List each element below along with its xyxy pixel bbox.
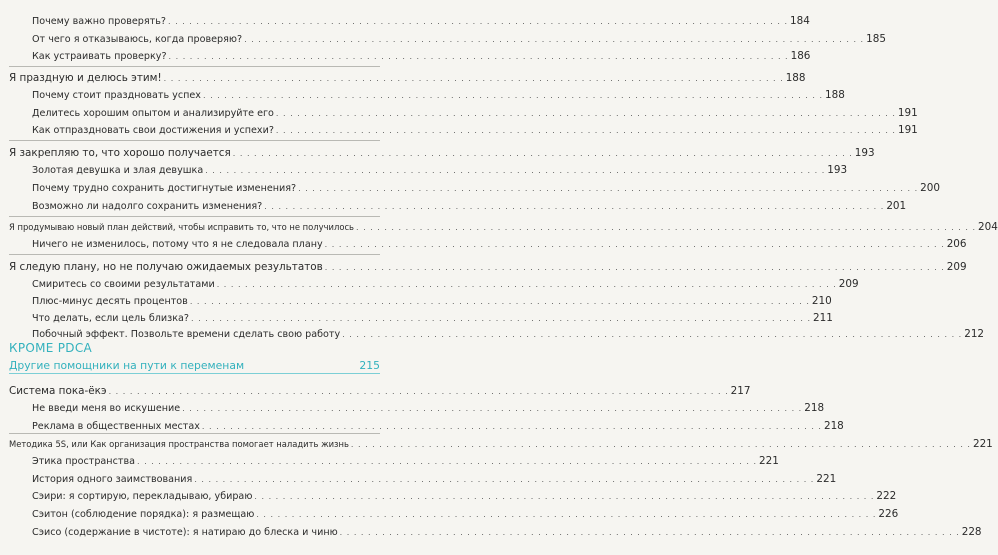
toc-entry-title: Как отпраздновать свои достижения и успехи?	[32, 125, 274, 136]
toc-leader: . . . . . . . . . . . . . . . . . . . . . . . . . . . . . . . . . . . . . . . . . . . . . . . . . . . . . . . . . . . . . . . . . . . . . . . . . . . . . . . . . . . . . . . .	[324, 263, 945, 272]
toc-leader: . . . . . . . . . . . . . . . . . . . . . . . . . . . . . . . . . . . . . . . . . . . . . . . . . . . . . . . . . . . . . . . . . . . . . . . . . . . . . . . . . . . . . . . .	[342, 330, 963, 339]
toc-entry	[32, 508, 899, 521]
toc-chapter-title: Я закрепляю то, что хорошо получается	[9, 147, 231, 159]
toc-leader: . . . . . . . . . . . . . . . . . . . . . . . . . . . . . . . . . . . . . . . . . . . . . . . . . . . . . . . . . . . . . . . . . . . . . . . . . . . . . . . . . . . . . . . .	[275, 126, 896, 135]
toc-leader: . . . . . . . . . . . . . . . . . . . . . . . . . . . . . . . . . . . . . . . . . . . . . . . . . . . . . . . . . . . . . . . . . . . . . . . . . . . . . . . . . . . . . . . .	[191, 314, 812, 323]
toc-entry-title: Сэитон (соблюдение порядка): я размещаю	[32, 509, 255, 520]
toc-entry	[32, 526, 982, 539]
toc-page-number: 211	[813, 312, 833, 324]
toc-leader: . . . . . . . . . . . . . . . . . . . . . . . . . . . . . . . . . . . . . . . . . . . . . . . . . . . . . . . . . . . . . . . . . . . . . . . . . . . . . . . . . . . . . . . .	[201, 422, 822, 431]
toc-leader: . . . . . . . . . . . . . . . . . . . . . . . . . . . . . . . . . . . . . . . . . . . . . . . . . . . . . . . . . . . . . . . . . . . . . . . . . . . . . . . . . . . . . . . .	[256, 510, 877, 519]
toc-page-number: 221	[759, 455, 779, 467]
toc-chapter-title: Я следую плану, но не получаю ожидаемых результатов	[9, 261, 323, 273]
toc-page-number: 212	[964, 328, 985, 340]
section-title: КРОМЕ PDCA	[9, 341, 93, 355]
toc-chapter	[9, 72, 806, 85]
toc-entry-title: Побочный эффект. Позвольте времени сделать свою работу	[32, 329, 341, 340]
toc-chapter	[9, 385, 751, 398]
toc-page-number: 210	[811, 295, 832, 307]
toc-entry	[32, 200, 907, 213]
toc-leader: . . . . . . . . . . . . . . . . . . . . . . . . . . . . . . . . . . . . . . . . . . . . . . . . . . . . . . . . . . . . . . . . . . . . . . . . . . . . . . . . . . . . . . . .	[163, 74, 784, 83]
toc-entry-title: Реклама в общественных местах	[32, 421, 200, 432]
toc-page-number: 221	[816, 473, 837, 485]
toc-page-number: 204	[978, 221, 998, 233]
toc-leader: . . . . . . . . . . . . . . . . . . . . . . . . . . . . . . . . . . . . . . . . . . . . . . . . . . . . . . . . . . . . . . . . . . . . . . . . . . . . . . . . . . . . . . . .	[324, 240, 945, 249]
toc-page-number: 185	[866, 33, 886, 45]
toc-leader: . . . . . . . . . . . . . . . . . . . . . . . . . . . . . . . . . . . . . . . . . . . . . . . . . . . . . . . . . . . . . . . . . . . . . . . . . . . . . . . . . . . . . . . .	[202, 91, 824, 100]
section-underline	[9, 373, 380, 374]
toc-entry	[32, 455, 779, 468]
toc-entry	[32, 473, 837, 486]
toc-entry-title: Сэисо (содержание в чистоте): я натираю до блеска и чиню	[32, 527, 338, 538]
toc-entry-title: Почему стоит праздновать успех	[32, 90, 201, 101]
toc-entry-title: Сэири: я сортирую, перекладываю, убираю	[32, 491, 253, 502]
toc-leader: . . . . . . . . . . . . . . . . . . . . . . . . . . . . . . . . . . . . . . . . . . . . . . . . . . . . . . . . . . . . . . . . . . . . . . . . . . . . . . . . . . . . . . . .	[298, 184, 919, 193]
toc-entry	[32, 124, 918, 137]
toc-leader: . . . . . . . . . . . . . . . . . . . . . . . . . . . . . . . . . . . . . . . . . . . . . . . . . . . . . . . . . . . . . . . . . . . . . . . . . . . . . . . . . . . . . . . .	[194, 475, 815, 484]
toc-leader: . . . . . . . . . . . . . . . . . . . . . . . . . . . . . . . . . . . . . . . . . . . . . . . . . . . . . . . . . . . . . . . . . . . . . . . . . . . . . . . . . . . . . . . .	[275, 109, 896, 118]
toc-leader: . . . . . . . . . . . . . . . . . . . . . . . . . . . . . . . . . . . . . . . . . . . . . . . . . . . . . . . . . . . . . . . . . . . . . . . . . . . . . . . . . . . . . . . .	[189, 297, 810, 306]
toc-leader: . . . . . . . . . . . . . . . . . . . . . . . . . . . . . . . . . . . . . . . . . . . . . . . . . . . . . . . . . . . . . . . . . . . . . . . . . . . . . . . . . . . . . . . .	[205, 166, 826, 175]
toc-page-number: 186	[790, 50, 811, 62]
toc-entry-title: Как устраивать проверку?	[32, 51, 167, 62]
toc-entry-title: Делитесь хорошим опытом и анализируйте его	[32, 108, 274, 119]
toc-entry-title: От чего я отказываюсь, когда проверяю?	[32, 34, 243, 45]
toc-entry	[32, 312, 833, 325]
toc-entry	[32, 107, 918, 120]
toc-leader: . . . . . . . . . . . . . . . . . . . . . . . . . . . . . . . . . . . . . . . . . . . . . . . . . . . . . . . . . . . . . . . . . . . . . . . . . . . . . . . . . . . . . . . .	[216, 280, 837, 289]
toc-leader: . . . . . . . . . . . . . . . . . . . . . . . . . . . . . . . . . . . . . . . . . . . . . . . . . . . . . . . . . . . . . . . . . . . . . . . . . . . . . . . . . . . . . . . .	[356, 223, 977, 232]
section-divider	[9, 140, 380, 141]
toc-page-number: 193	[827, 164, 848, 176]
toc-entry	[32, 89, 845, 102]
toc-chapter	[9, 147, 875, 160]
toc-leader: . . . . . . . . . . . . . . . . . . . . . . . . . . . . . . . . . . . . . . . . . . . . . . . . . . . . . . . . . . . . . . . . . . . . . . . . . . . . . . . . . . . . . . . .	[264, 202, 885, 211]
toc-leader: . . . . . . . . . . . . . . . . . . . . . . . . . . . . . . . . . . . . . . . . . . . . . . . . . . . . . . . . . . . . . . . . . . . . . . . . . . . . . . . . . . . . . . . .	[168, 52, 789, 61]
toc-entry-title: Возможно ли надолго сохранить изменения?	[32, 201, 263, 212]
toc-page-number: 209	[946, 261, 967, 273]
toc-leader: . . . . . . . . . . . . . . . . . . . . . . . . . . . . . . . . . . . . . . . . . . . . . . . . . . . . . . . . . . . . . . . . . . . . . . . . . . . . . . . . . . . . . . . .	[167, 17, 789, 26]
toc-page-number: 209	[838, 278, 859, 290]
toc-page-number: 228	[961, 526, 982, 538]
toc-entry	[32, 182, 940, 195]
toc-leader: . . . . . . . . . . . . . . . . . . . . . . . . . . . . . . . . . . . . . . . . . . . . . . . . . . . . . . . . . . . . . . . . . . . . . . . . . . . . . . . . . . . . . . . .	[244, 35, 865, 44]
toc-leader: . . . . . . . . . . . . . . . . . . . . . . . . . . . . . . . . . . . . . . . . . . . . . . . . . . . . . . . . . . . . . . . . . . . . . . . . . . . . . . . . . . . . . . . .	[350, 440, 971, 449]
toc-entry-title: Ничего не изменилось, потому что я не следовала плану	[32, 239, 323, 250]
toc-chapter	[9, 261, 967, 274]
toc-page-number: 188	[825, 89, 845, 101]
toc-page-number: 200	[920, 182, 940, 194]
toc-entry	[32, 238, 967, 251]
toc-leader: . . . . . . . . . . . . . . . . . . . . . . . . . . . . . . . . . . . . . . . . . . . . . . . . . . . . . . . . . . . . . . . . . . . . . . . . . . . . . . . . . . . . . . . .	[339, 528, 960, 537]
toc-page-number: 226	[878, 508, 899, 520]
section-divider	[9, 216, 380, 217]
toc-chapter-title: Я праздную и делюсь этим!	[9, 72, 162, 84]
toc-chapter-title: Методика 5S, или Как организация пространства помогает наладить жизнь	[9, 439, 349, 449]
toc-page-number: 188	[785, 72, 806, 84]
section-page-number: 215	[359, 359, 380, 372]
toc-entry-title: Смиритесь со своими результатами	[32, 279, 215, 290]
toc-page-number: 222	[876, 490, 897, 502]
toc-entry-title: Почему трудно сохранить достигнутые изменения?	[32, 183, 297, 194]
toc-page-number: 191	[897, 124, 918, 136]
section-subtitle: Другие помощники на пути к переменам	[9, 359, 245, 372]
toc-entry-title: Что делать, если цель близка?	[32, 313, 189, 324]
toc-page-number: 201	[886, 200, 907, 212]
toc-page-number: 193	[854, 147, 875, 159]
toc-entry-title: Плюс-минус десять процентов	[32, 296, 188, 307]
toc-leader: . . . . . . . . . . . . . . . . . . . . . . . . . . . . . . . . . . . . . . . . . . . . . . . . . . . . . . . . . . . . . . . . . . . . . . . . . . . . . . . . . . . . . . . .	[254, 492, 875, 501]
toc-chapter	[9, 438, 993, 451]
toc-entry	[32, 420, 844, 433]
section-divider	[9, 66, 380, 67]
toc-chapter-title: Я продумываю новый план действий, чтобы исправить то, что не получилось	[9, 222, 354, 232]
toc-leader: . . . . . . . . . . . . . . . . . . . . . . . . . . . . . . . . . . . . . . . . . . . . . . . . . . . . . . . . . . . . . . . . . . . . . . . . . . . . . . . . . . . . . . . .	[108, 387, 729, 396]
toc-entry-title: Этика пространства	[32, 456, 135, 467]
toc-entry	[32, 278, 859, 291]
toc-entry	[32, 50, 811, 63]
toc-page-number: 217	[730, 385, 751, 397]
toc-chapter-title: Система пока-ёкэ	[9, 385, 107, 397]
toc-entry	[32, 402, 825, 415]
toc-leader: . . . . . . . . . . . . . . . . . . . . . . . . . . . . . . . . . . . . . . . . . . . . . . . . . . . . . . . . . . . . . . . . . . . . . . . . . . . . . . . . . . . . . . . .	[136, 457, 758, 466]
toc-entry	[32, 15, 810, 28]
section-divider	[9, 254, 380, 255]
toc-entry	[32, 328, 985, 341]
toc-page-number: 184	[790, 15, 810, 27]
toc-page-number: 206	[946, 238, 967, 250]
toc-entry	[32, 490, 897, 503]
toc-entry-title: Золотая девушка и злая девушка	[32, 165, 204, 176]
toc-entry	[32, 33, 886, 46]
section-divider	[9, 433, 380, 434]
toc-chapter	[9, 221, 998, 234]
toc-page-number: 221	[972, 438, 993, 450]
toc-leader: . . . . . . . . . . . . . . . . . . . . . . . . . . . . . . . . . . . . . . . . . . . . . . . . . . . . . . . . . . . . . . . . . . . . . . . . . . . . . . . . . . . . . . . .	[232, 149, 853, 158]
toc-page-number: 218	[804, 402, 825, 414]
toc-page-number: 218	[823, 420, 844, 432]
toc-page-number: 191	[897, 107, 918, 119]
toc-entry-title: Не введи меня во искушение	[32, 403, 181, 414]
toc-entry-title: История одного заимствования	[32, 474, 193, 485]
toc-entry-title: Почему важно проверять?	[32, 16, 166, 27]
toc-entry	[32, 164, 848, 177]
toc-leader: . . . . . . . . . . . . . . . . . . . . . . . . . . . . . . . . . . . . . . . . . . . . . . . . . . . . . . . . . . . . . . . . . . . . . . . . . . . . . . . . . . . . . . . .	[182, 404, 803, 413]
toc-entry	[32, 295, 832, 308]
